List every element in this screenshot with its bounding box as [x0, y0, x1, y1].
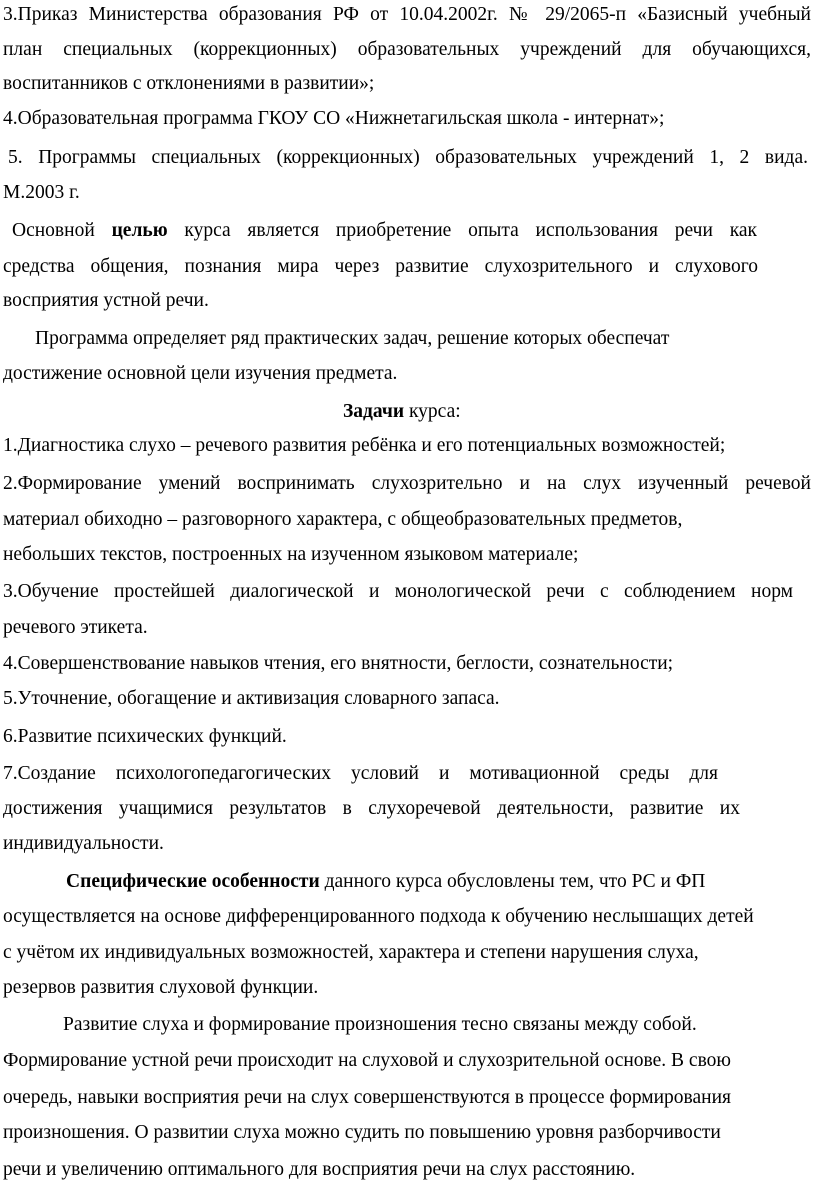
list-item: 4.Совершенствование навыков чтения, его внятности, беглости, сознательности;	[3, 653, 674, 674]
text-run: курса является приобретение опыта использования речи как	[184, 220, 758, 241]
list-item: 1.Диагностика слухо – речевого развития ребёнка и его потенциальных возможностей;	[3, 435, 726, 456]
text-line: воспитанников с отклонениями в развитии»;	[3, 73, 375, 94]
text-line: индивидуальности.	[3, 833, 164, 854]
text-line: очередь, навыки восприятия речи на слух совершенствуются в процессе формирования	[3, 1087, 732, 1108]
text-line: план специальных (коррекционных) образовательных учреждений для обучающихся,	[3, 39, 811, 60]
text-line: 4.Образовательная программа ГКОУ СО «Нижнетагильская школа - интернат»;	[3, 108, 665, 129]
list-item: 6.Развитие психических функций.	[3, 726, 287, 747]
text-line: средства общения, познания мира через развитие слухозрительного и слухового	[3, 256, 758, 277]
text-line: резервов развития слуховой функции.	[3, 977, 319, 998]
text-line: Формирование устной речи происходит на слуховой и слухозрительной основе. В свою	[3, 1050, 731, 1071]
emphasis-term: Специфические особенности	[66, 871, 320, 892]
text-line: материал обиходно – разговорного характера, с общеобразовательных предметов,	[3, 509, 683, 530]
text-line: осуществляется на основе дифференцированного подхода к обучению неслышащих детей	[3, 906, 754, 927]
section-heading	[343, 400, 543, 424]
text-line: произношения. О развитии слуха можно судить по повышению уровня разборчивости	[3, 1122, 721, 1143]
text-run: Основной	[12, 220, 95, 241]
list-item: 7.Создание психологопедагогических условий и мотивационной среды для	[3, 763, 718, 784]
text-line: Развитие слуха и формирование произношения тесно связаны между собой.	[63, 1014, 697, 1035]
heading-bold: Задачи	[343, 401, 405, 422]
list-item: 2.Формирование умений воспринимать слухозрительно и на слух изученный речевой	[3, 473, 811, 494]
list-item: 3.Обучение простейшей диалогической и монологической речи с соблюдением норм	[3, 581, 793, 602]
text-line: 3.Приказ Министерства образования РФ от 10.04.2002г. № 29/2065-п «Базисный учебный	[3, 4, 811, 25]
text-line	[66, 870, 816, 894]
list-item: 5.Уточнение, обогащение и активизация словарного запаса.	[3, 688, 500, 709]
text-line: достижение основной цели изучения предмета.	[3, 363, 398, 384]
text-line: небольших текстов, построенных на изученном языковом материале;	[3, 544, 579, 565]
text-line: 5. Программы специальных (коррекционных) образовательных учреждений 1, 2 вида.	[8, 147, 808, 168]
text-line: восприятия устной речи.	[3, 290, 209, 311]
text-line: достижения учащимися результатов в слухоречевой деятельности, развитие их	[3, 798, 740, 819]
text-line: М.2003 г.	[3, 182, 80, 203]
text-line: с учётом их индивидуальных возможностей, характера и степени нарушения слуха,	[3, 942, 699, 963]
text-line: речевого этикета.	[3, 617, 148, 638]
emphasis-term: целью	[111, 220, 168, 241]
text-line: речи и увеличению оптимального для восприятия речи на слух расстоянию.	[3, 1159, 636, 1180]
text-run: данного курса обусловлены тем, что РС и ФП	[324, 871, 706, 892]
text-line: Программа определяет ряд практических задач, решение которых обеспечат	[35, 328, 670, 349]
heading-rest: курса:	[408, 401, 461, 422]
text-line	[12, 219, 757, 243]
